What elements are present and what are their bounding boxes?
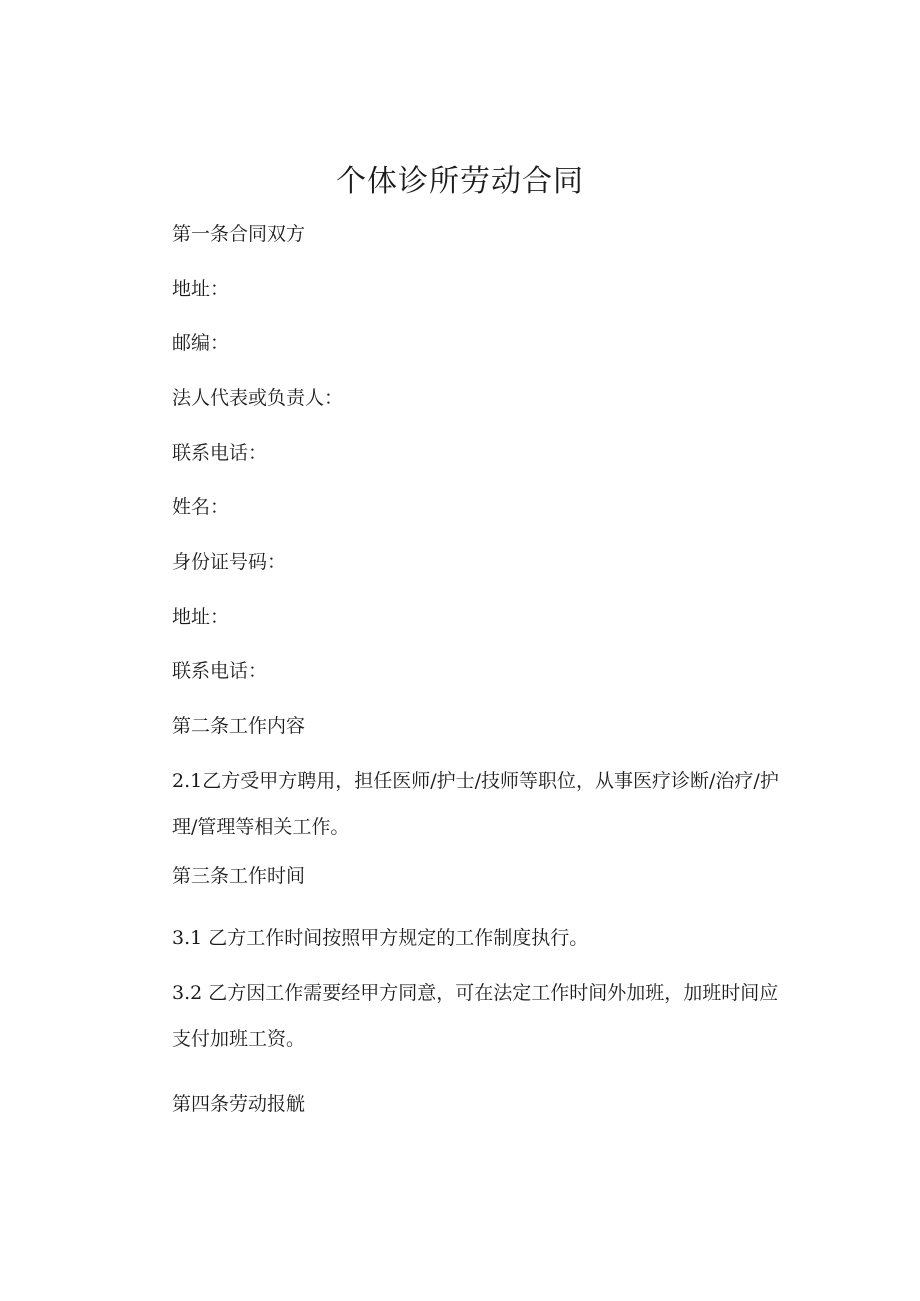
party-a-representative-label: 法人代表或负责人： [172,387,344,409]
party-b-address-label: 地址： [172,606,230,628]
section-heading-remuneration: 第四条劳动报觥 [172,1093,306,1115]
party-b-id-label: 身份证号码： [172,551,287,573]
document-title: 个体诊所劳动合同 [336,164,584,199]
section-heading-work-time: 第三条工作时间 [172,865,306,887]
clause-3-2: 3.2 乙方因工作需要经甲方同意，可在法定工作时间外加班，加班时间应支付加班工资。 [172,982,779,1050]
party-b-phone-label: 联系电话： [172,660,268,682]
party-b-name-label: 姓名： [172,496,230,518]
clause-2-1: 2.1乙方受甲方聘用，担任医师/护士/技师等职位，从事医疗诊断/治疗/护理/管理等相关工作。 [172,770,779,838]
party-a-address-label: 地址： [172,278,230,300]
party-a-postcode-label: 邮编： [172,332,230,354]
section-heading-parties: 第一条合同双方 [172,223,306,245]
section-heading-work-content: 第二条工作内容 [172,715,306,737]
party-a-phone-label: 联系电话： [172,442,268,464]
clause-3-1: 3.1 乙方工作时间按照甲方规定的工作制度执行。 [172,927,589,949]
